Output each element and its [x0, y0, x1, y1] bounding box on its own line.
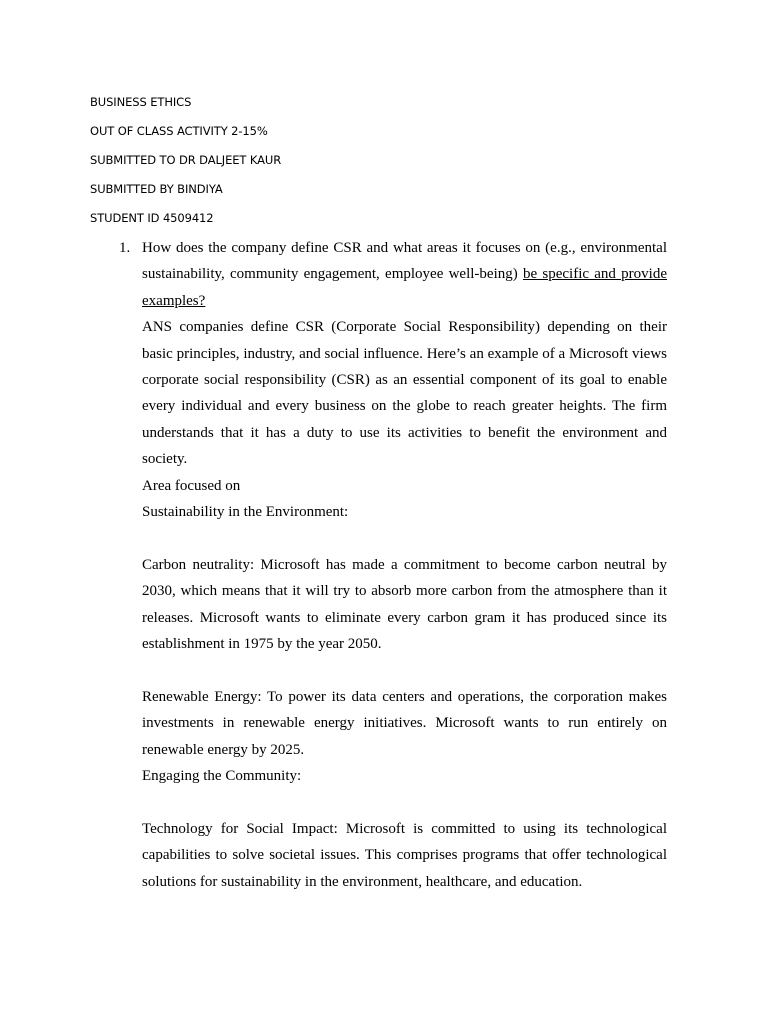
question-main: How does the company define CSR and what areas it focuses on (e.g., environmental sustainability, community engagement, employee well-being): [142, 240, 667, 283]
course-title: BUSINESS ETHICS: [90, 95, 192, 109]
renewable-paragraph: Renewable Energy: To power its data centers and operations, the corporation makes investments in renewable energy initiatives. Microsoft wants to run entirely on renewable energy by 2025.: [142, 688, 667, 758]
environment-heading: Sustainability in the Environment:: [142, 504, 349, 521]
document-body: [119, 235, 667, 895]
carbon-paragraph: Carbon neutrality: Microsoft has made a commitment to become carbon neutral by 2030, which means that it will try to absorb more carbon from the atmosphere than it releases. Microsoft wants to eliminate every carbon gram it has produced since its establishment in 1975 by the year 2050.: [142, 556, 667, 653]
student-id: STUDENT ID 4509412: [90, 211, 214, 225]
question-text: [142, 235, 667, 314]
question-number: 1.: [119, 240, 131, 256]
question-underlined: be specific and provide examples?: [142, 266, 667, 309]
submitted-to: SUBMITTED TO DR DALJEET KAUR: [90, 153, 282, 167]
community-heading: Engaging the Community:: [142, 768, 302, 785]
technology-paragraph: Technology for Social Impact: Microsoft is committed to using its technological capabilities to solve societal issues. This comprises programs that offer technological solutions for sustainability in the environment, healthcare, and education.: [142, 820, 667, 890]
blank-line: [142, 657, 667, 683]
blank-line: [142, 790, 667, 816]
document-header: [90, 94, 281, 239]
activity-title: OUT OF CLASS ACTIVITY 2-15%: [90, 124, 268, 138]
answer-intro: ANS companies define CSR (Corporate Social Responsibility) depending on their basic principles, industry, and social influence. Here’s an example of a Microsoft views corporate social responsibility (CSR) as an essential component of its goal to enable every individual and every business on the globe to reach greater heights. The firm understands that it has a duty to use its activities to benefit the environment and society.: [142, 319, 667, 468]
submitted-by: SUBMITTED BY BINDIYA: [90, 182, 223, 196]
blank-line: [142, 525, 667, 551]
area-heading: Area focused on: [142, 477, 241, 494]
